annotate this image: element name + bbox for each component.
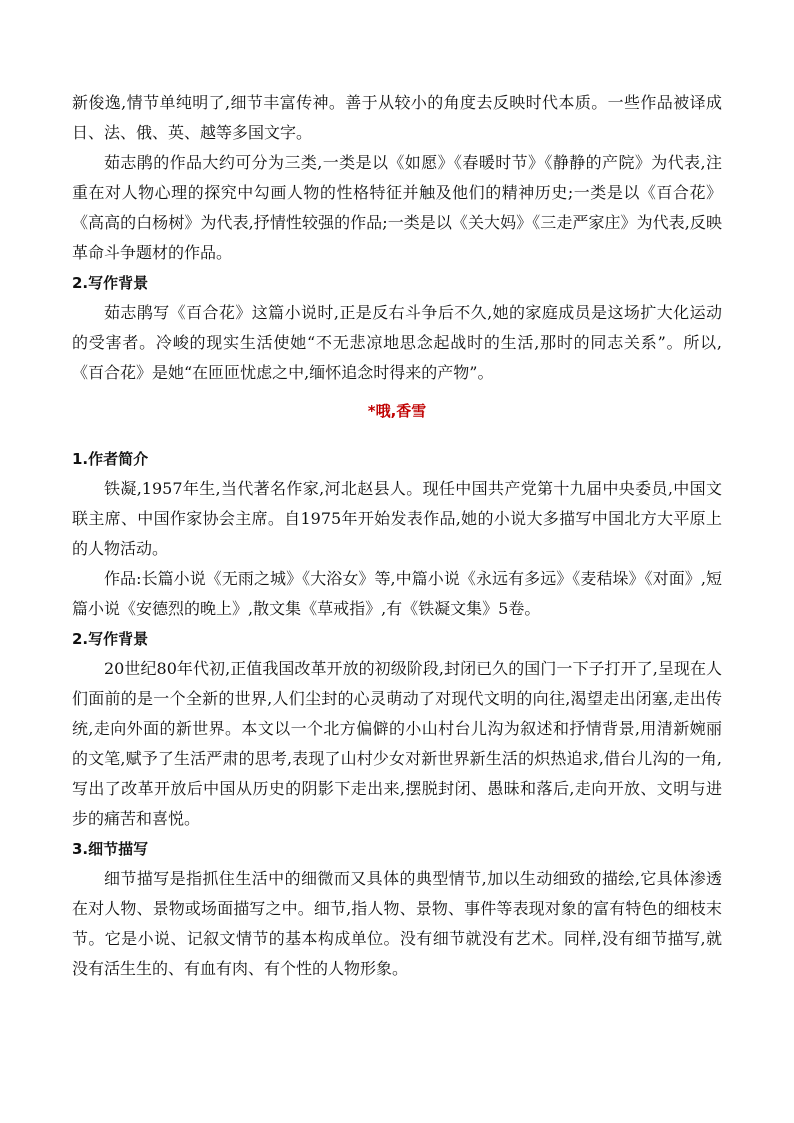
paragraph-continuation: 新俊逸,情节单纯明了,细节丰富传神。善于从较小的角度去反映时代本质。一些作品被译成日、法、俄、英、越等多国文字。: [72, 93, 722, 142]
paragraph-author-works: 作品:长篇小说《无雨之城》《大浴女》等,中篇小说《永远有多远》《麦秸垛》《对面》,短篇小说《安德烈的晚上》,散文集《草戒指》,有《铁凝文集》5卷。: [72, 569, 722, 618]
paragraph-author-intro: 铁凝,1957年生,当代著名作家,河北赵县人。现任中国共产党第十九届中央委员,中国文联主席、中国作家协会主席。自1975年开始发表作品,她的小说大多描写中国北方大平原上的人物活动。: [72, 479, 722, 558]
heading-writing-background-1: 2.写作背景: [72, 274, 149, 292]
paragraph-writing-background-2: 20世纪80年代初,正值我国改革开放的初级阶段,封闭已久的国门一下子打开了,呈现在人们面前的是一个全新的世界,人们尘封的心灵萌动了对现代文明的向往,渴望走出闭塞,走出传统,走向外面的新世界。本文以一个北方偏僻的小山村台儿沟为叙述和抒情背景,用清新婉丽的文笔,赋予了生活严肃的思考,表现了山村少女对新世界新生活的炽热追求,借台儿沟的一角,写出了改革开放后中国从历史的阴影下走出来,摆脱封闭、愚昧和落后,走向开放、文明与进步的痛苦和喜悦。: [72, 659, 722, 828]
heading-author-intro: 1.作者简介: [72, 450, 149, 468]
section-title-xiangxue: *哦,香雪: [367, 402, 427, 420]
heading-writing-background-2: 2.写作背景: [72, 630, 149, 648]
paragraph-works-categories: 茹志鹃的作品大约可分为三类,一类是以《如愿》《春暖时节》《静静的产院》为代表,注重在对人物心理的探究中勾画人物的性格特征并触及他们的精神历史;一类是以《百合花》《高高的白杨树》为代表,抒情性较强的作品;一类是以《关大妈》《三走严家庄》为代表,反映革命斗争题材的作品。: [72, 153, 722, 262]
heading-detail-description: 3.细节描写: [72, 840, 149, 858]
paragraph-detail-description: 细节描写是指抓住生活中的细微而又具体的典型情节,加以生动细致的描绘,它具体渗透在对人物、景物或场面描写之中。细节,指人物、景物、事件等表现对象的富有特色的细枝末节。它是小说、记叙文情节的基本构成单位。没有细节就没有艺术。同样,没有细节描写,就没有活生生的、有血有肉、有个性的人物形象。: [72, 869, 722, 978]
paragraph-writing-background-1: 茹志鹃写《百合花》这篇小说时,正是反右斗争后不久,她的家庭成员是这场扩大化运动的受害者。冷峻的现实生活使她“不无悲凉地思念起战时的生活,那时的同志关系”。所以,《百合花》是她“在匝匝忧虑之中,缅怀追念时得来的产物”。: [72, 303, 722, 382]
document-page: [72, 88, 722, 984]
